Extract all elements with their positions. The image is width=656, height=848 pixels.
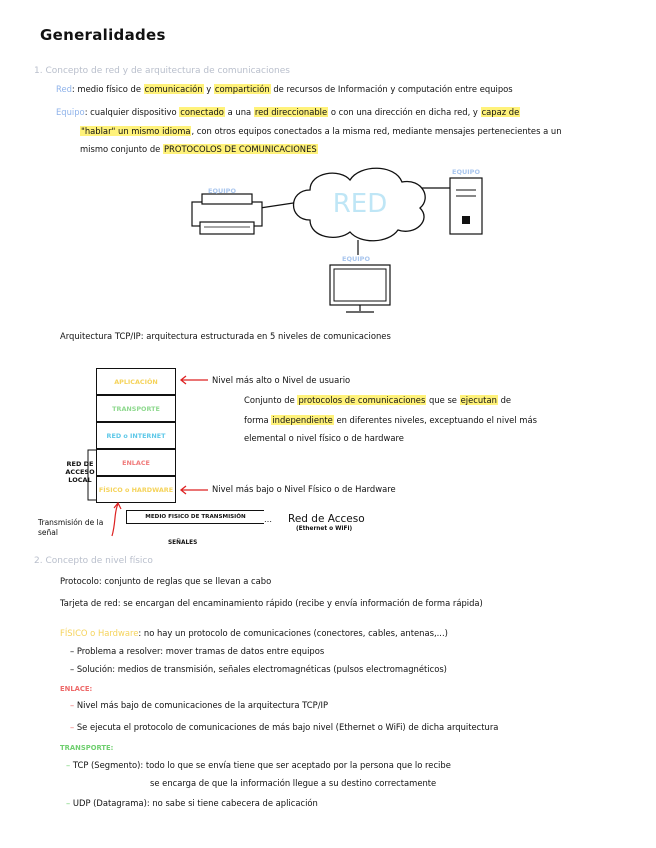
red-highlight-2: compartición (214, 84, 270, 94)
tcp-text: TCP (Segmento): todo lo que se envía tiene que ser aceptado por la persona que lo recibe (72, 760, 451, 770)
desc-highlight: protocolos de comunicaciones (298, 395, 426, 405)
equipo-text: , con otros equipos conectados a la misma red, mediante mensajes pertenecientes a un (191, 126, 562, 136)
udp-line (66, 798, 318, 809)
enlace-text: Se ejecuta el protocolo de comunicaciones de más bajo nivel (Ethernet o WiFi) de dicha arquitectura (76, 722, 499, 732)
page-title: Generalidades (40, 26, 166, 44)
protocolo-definition: Protocolo: conjunto de reglas que se llevan a cabo (60, 576, 272, 586)
tcpip-layer-label: RED o INTERNET (106, 431, 166, 440)
fisico-label: FÍSICO o Hardware (60, 628, 139, 638)
desc-highlight: ejecutan (460, 395, 497, 405)
tcpip-layer (96, 449, 176, 476)
equipo-definition-line2 (80, 126, 562, 137)
side-label: RED DE ACCESO LOCAL (65, 460, 95, 484)
enlace-text: Nivel más bajo de comunicaciones de la arquitectura TCP/IP (76, 700, 329, 710)
equipo-text: : cualquier dispositivo (84, 107, 177, 117)
equipo-highlight: red direccionable (254, 107, 328, 117)
bullet-dash: – (66, 760, 71, 770)
enlace-label: ENLACE: (60, 685, 93, 693)
printer-icon (192, 194, 262, 234)
monitor-label: EQUIPO (342, 255, 370, 263)
equipo-term: Equipo (56, 107, 85, 117)
monitor-icon (330, 265, 390, 312)
equipo-highlight: PROTOCOLOS DE COMUNICACIONES (163, 144, 317, 154)
equipo-definition-line3 (80, 144, 318, 155)
red-text: de recursos de Información y computación entre equipos (273, 84, 513, 94)
fisico-bullet-1: – Problema a resolver: mover tramas de datos entre equipos (70, 646, 325, 656)
signals-label: SEÑALES (168, 540, 198, 546)
cloud-label: RED (332, 189, 388, 219)
access-network-subtitle: (Ethernet o WiFi) (296, 526, 353, 532)
physical-medium-box: MEDIO FISICO DE TRANSMISIÓN (126, 510, 264, 524)
bottom-layer-note: Nivel más bajo o Nivel Físico o de Hardware (212, 484, 396, 494)
bullet-dash: – (70, 722, 75, 732)
layer-description-line3: elemental o nivel físico o de hardware (244, 433, 404, 443)
fisico-bullet-2: – Solución: medios de transmisión, señales electromagnéticas (pulsos electromagnéticos) (70, 664, 447, 674)
udp-text: UDP (Datagrama): no sabe si tiene cabecera de aplicación (72, 798, 318, 808)
red-term: Red (56, 84, 72, 94)
red-text: : medio físico de (71, 84, 141, 94)
equipo-text: mismo conjunto de (80, 144, 161, 154)
tcpip-layer-label: FÍSICO o HARDWARE (98, 485, 174, 494)
layer-description-line2 (244, 415, 537, 426)
equipo-highlight: capaz de (481, 107, 520, 117)
red-definition (56, 84, 513, 95)
access-network-title: Red de Acceso (288, 513, 365, 525)
enlace-bullet-1 (70, 700, 328, 711)
tcpip-layer (96, 368, 176, 395)
printer-label: EQUIPO (208, 187, 236, 195)
top-layer-note: Nivel más alto o Nivel de usuario (212, 375, 351, 385)
desc-text: en diferentes niveles, exceptuando el nivel más (336, 415, 537, 425)
equipo-text: a una (227, 107, 252, 117)
transmission-label: Transmisión de la señal (38, 518, 104, 537)
transporte-label: TRANSPORTE: (60, 744, 114, 752)
fisico-text: : no hay un protocolo de comunicaciones (conectores, cables, antenas,...) (138, 628, 448, 638)
red-highlight-1: comunicación (144, 84, 203, 94)
section-2-heading: 2. Concepto de nivel físico (34, 556, 153, 566)
tcpip-layer (96, 422, 176, 449)
tcpip-layer (96, 476, 176, 503)
tcpip-layer-label: APLICACIÓN (114, 377, 158, 386)
desc-text: que se (429, 395, 457, 405)
desc-text: Conjunto de (244, 395, 295, 405)
equipo-text: o con una dirección en dicha red, y (330, 107, 478, 117)
equipo-highlight: conectado (180, 107, 224, 117)
fisico-line (60, 628, 448, 639)
desc-text: de (500, 395, 512, 405)
tcpip-layer-label: TRANSPORTE (112, 404, 160, 413)
tarjeta-definition: Tarjeta de red: se encargan del encaminamiento rápido (recibe y envía información de forma rápida) (60, 598, 483, 608)
section-1-heading: 1. Concepto de red y de arquitectura de comunicaciones (34, 66, 290, 76)
equipo-definition-line1 (56, 107, 520, 118)
computer-tower-icon (450, 178, 482, 234)
tcp-line-1 (66, 760, 451, 771)
ellipsis: … (264, 515, 272, 524)
desc-highlight: independiente (272, 415, 333, 425)
red-text: y (206, 84, 212, 94)
tower-label: EQUIPO (452, 168, 480, 176)
tcp-line-2: se encarga de que la información llegue a su destino correctamente (150, 778, 437, 788)
bullet-dash: – (70, 700, 75, 710)
bullet-dash: – (66, 798, 71, 808)
equipo-highlight: "hablar" un mismo idioma (81, 126, 191, 136)
tcpip-layer (96, 395, 176, 422)
layer-description-line1 (244, 395, 511, 406)
network-diagram (170, 160, 510, 320)
enlace-bullet-2 (70, 722, 498, 733)
tcpip-definition: Arquitectura TCP/IP: arquitectura estructurada en 5 niveles de comunicaciones (60, 331, 391, 341)
desc-text: forma (244, 415, 269, 425)
tcpip-layer-label: ENLACE (122, 458, 150, 467)
layer-arrows (176, 370, 216, 500)
